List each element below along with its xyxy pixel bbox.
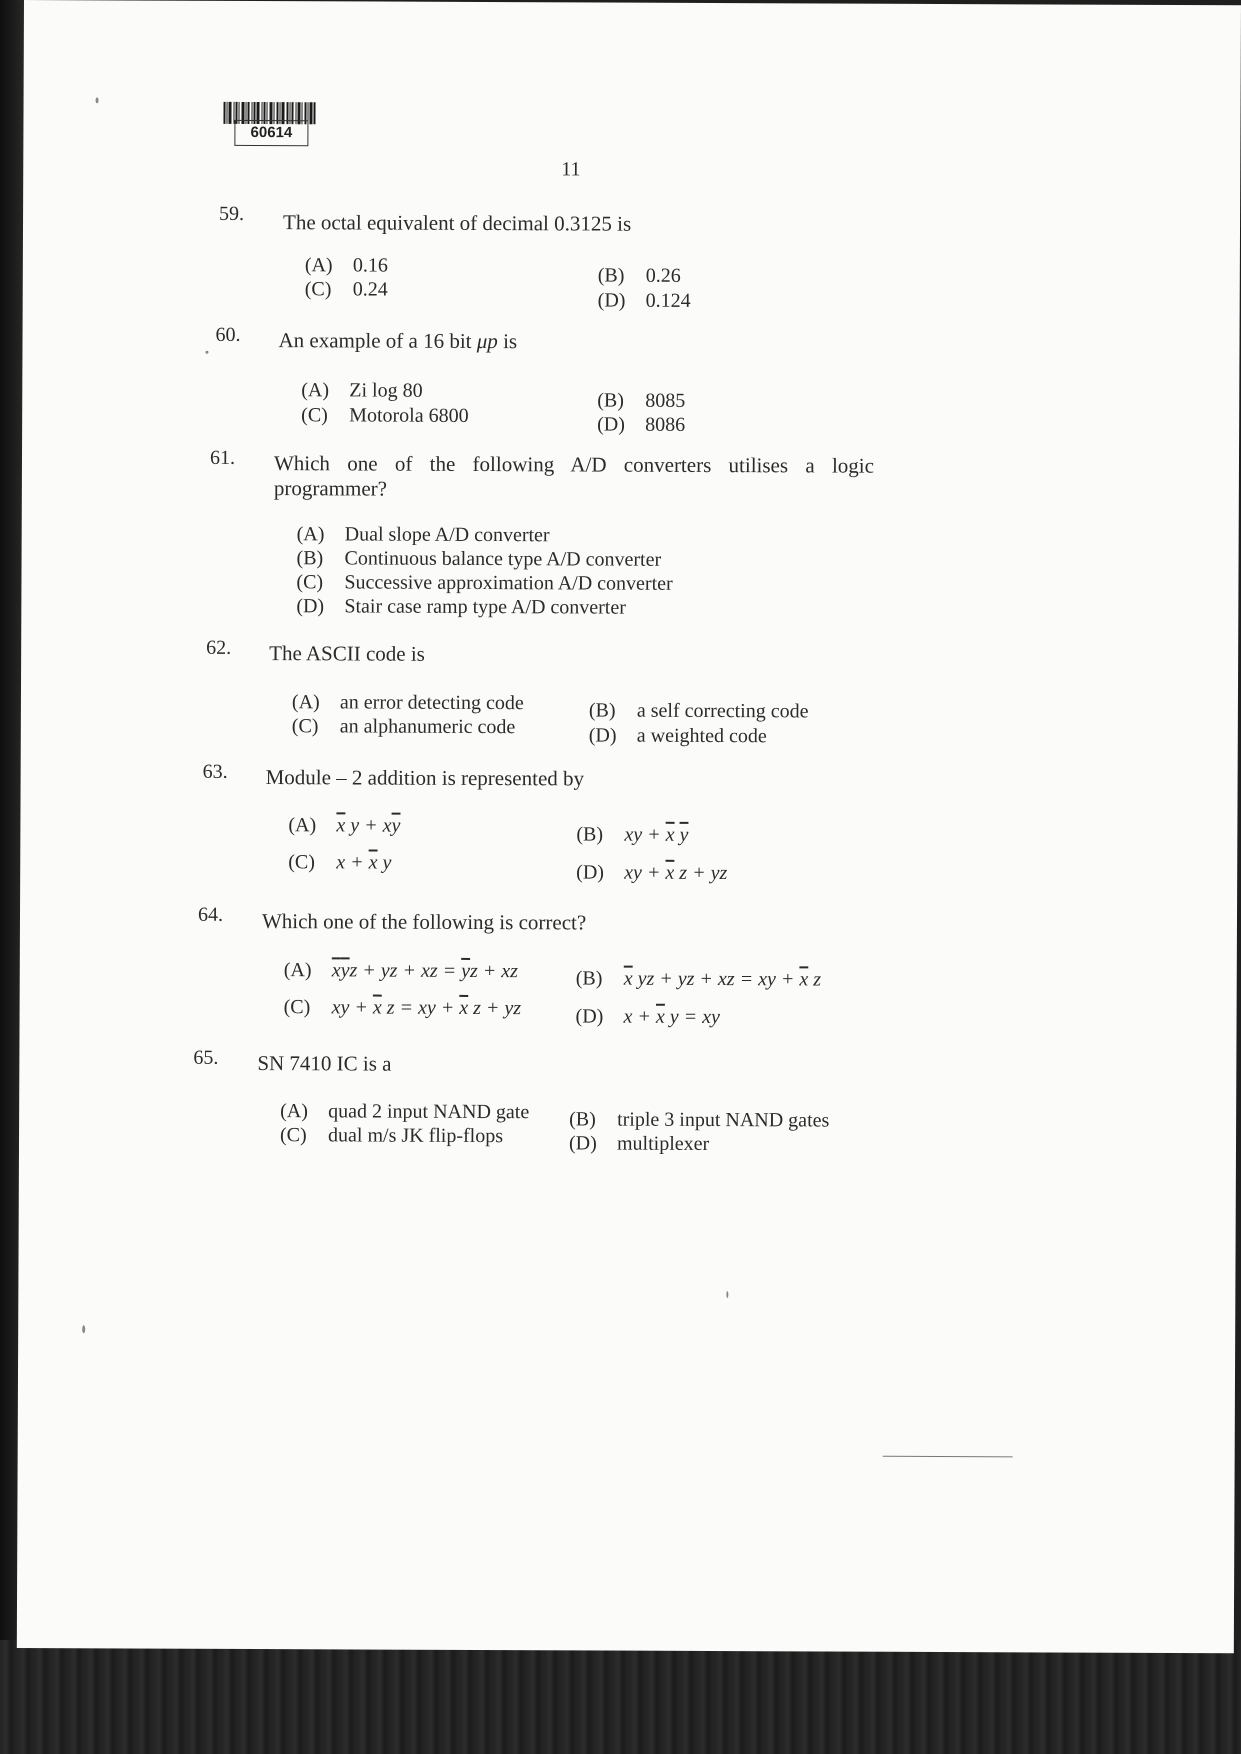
option-c: (C) Motorola 6800 <box>301 404 469 427</box>
exam-page <box>17 0 1241 1653</box>
formula: $\overline{x}$ $y + x\overline{y}$ <box>336 814 401 837</box>
option-a: (A) Dual slope A/D converter <box>296 523 550 547</box>
question-number: 64. <box>197 903 224 926</box>
question-text: Which one of the following A/D converters utilises a logic programmer? <box>273 451 875 501</box>
option-d: (D) $x + \overline{x}$ y = xy <box>575 1005 721 1029</box>
option-c: (C) an alphanumeric code <box>291 715 516 739</box>
option-b: (B) $\overline{x}$ yz + yz + xz = xy + $\overline{x}$ z <box>575 967 822 991</box>
option-b: (B) 0.26 <box>597 264 681 287</box>
scan-line <box>883 1456 1013 1458</box>
question-text: SN 7410 IC is a <box>257 1051 392 1076</box>
question-number: 59. <box>219 202 245 225</box>
option-d: (D) multiplexer <box>568 1132 710 1156</box>
option-c: (C) 0.24 <box>304 278 388 301</box>
option-c: (C) $x + \overline{x}$ y <box>288 851 392 874</box>
option-d: (D) a weighted code <box>588 724 767 748</box>
option-c: (C) xy + $\overline{x}$ z = xy + $\overline{x}$ z + yz <box>283 996 522 1020</box>
question-text: The octal equivalent of decimal 0.3125 is <box>282 210 632 236</box>
option-c: (C) dual m/s JK flip-flops <box>280 1124 504 1148</box>
scan-speck <box>96 97 99 103</box>
question-text: The ASCII code is <box>269 641 425 666</box>
question-text: Which one of the following is correct? <box>261 909 587 935</box>
option-d: (D) xy + $\overline{x}$ z + yz <box>576 861 728 885</box>
option-b: (B) a self correcting code <box>588 699 809 723</box>
scan-speck <box>82 1325 85 1333</box>
option-b: (B) 8085 <box>597 389 686 412</box>
option-a: (A) Zi log 80 <box>301 379 423 402</box>
formula: xy + $\overline{x}$ $\overline{y}$ <box>624 823 689 846</box>
option-d: (D) Stair case ramp type A/D converter <box>296 595 626 619</box>
option-a: (A) 0.16 <box>304 254 388 277</box>
option-a: (A) quad 2 input NAND gate <box>280 1100 530 1124</box>
option-d: (D) 8086 <box>597 413 686 436</box>
formula: $x + \overline{x}$ y = xy <box>623 1005 721 1029</box>
option-c: (C) Successive approximation A/D converter <box>296 571 673 595</box>
option-d: (D) 0.124 <box>597 289 691 312</box>
formula: $\overline{x}\overline{y}z$ + yz + xz = $\overline{y}z$ + xz <box>331 959 519 983</box>
scanner-background <box>0 1640 1241 1754</box>
formula: $\overline{x}$ yz + yz + xz = xy + $\overline{x}$ z <box>623 967 822 991</box>
option-a: (A) $\overline{x}$ $y + x\overline{y}$ <box>288 814 401 837</box>
option-a: (A) an error detecting code <box>291 691 524 715</box>
question-number: 61. <box>209 446 236 469</box>
scan-speck <box>205 351 208 354</box>
question-number: 65. <box>193 1046 219 1069</box>
option-b: (B) xy + $\overline{x}$ $\overline{y}$ <box>576 823 689 846</box>
page-number: 11 <box>561 158 581 181</box>
option-a: (A) $\overline{x}\overline{y}z$ + yz + xz = $\overline{y}z$ + xz <box>283 959 519 983</box>
option-b: (B) Continuous balance type A/D converter <box>296 547 662 571</box>
formula: $x + \overline{x}$ y <box>336 851 392 874</box>
paper-code: 60614 <box>234 120 308 146</box>
question-number: 63. <box>202 760 228 783</box>
option-b: (B) triple 3 input NAND gates <box>569 1108 830 1132</box>
question-number: 60. <box>215 323 241 346</box>
question-number: 62. <box>206 636 232 659</box>
question-text: An example of a 16 bit μp is <box>278 328 518 354</box>
question-text: Module – 2 addition is represented by <box>265 765 585 791</box>
scan-speck <box>726 1291 728 1298</box>
formula: xy + $\overline{x}$ z + yz <box>624 861 728 885</box>
formula: xy + $\overline{x}$ z = xy + $\overline{x}$ z + yz <box>331 996 522 1020</box>
